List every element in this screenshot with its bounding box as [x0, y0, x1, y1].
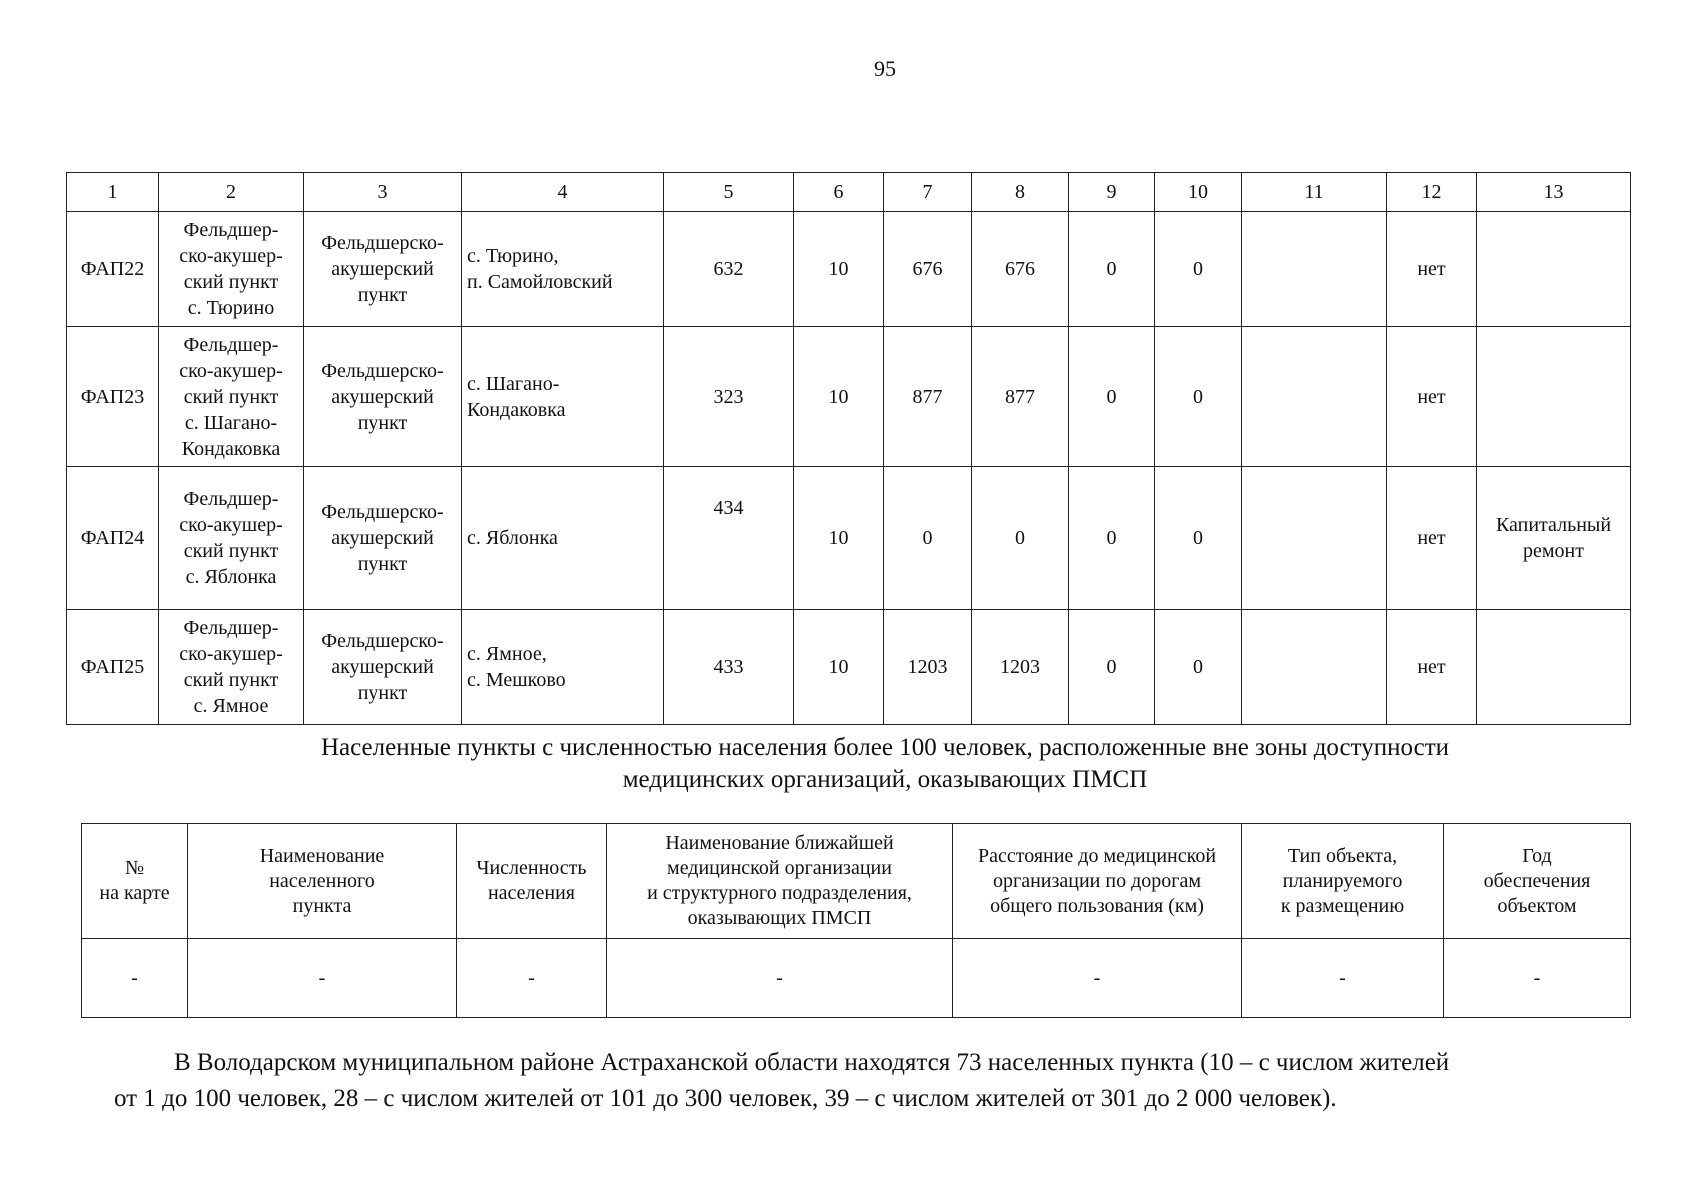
section-title	[0, 732, 1697, 796]
text-line: обеспечения	[1483, 869, 1591, 892]
column-header	[457, 824, 607, 939]
text-line: ско-акушер-	[179, 643, 283, 665]
text-line: с. Яблонка	[467, 527, 558, 549]
column-number: 13	[1477, 173, 1631, 212]
cell-col12: нет	[1387, 467, 1477, 610]
text-line: Численность	[476, 857, 587, 879]
column-number: 1	[67, 173, 159, 212]
text-line: Фельдшер-	[183, 617, 279, 639]
text-line: ский пункт	[183, 271, 279, 293]
text-line: организации по дорогам	[993, 869, 1201, 892]
facility-code: ФАП23	[67, 327, 159, 467]
facility-code: ФАП24	[67, 467, 159, 610]
text-line: ско-акушер-	[179, 514, 283, 536]
cell-col6: 10	[794, 327, 884, 467]
cell-col11	[1242, 610, 1387, 725]
cell-col9: 0	[1069, 327, 1155, 467]
text-line: пункт	[357, 411, 408, 434]
table-cell: -	[82, 939, 188, 1018]
cell-col7: 0	[884, 467, 972, 610]
table-cell: -	[188, 939, 457, 1018]
facilities-table	[66, 172, 1631, 725]
cell-col11	[1242, 467, 1387, 610]
cell-col7: 676	[884, 212, 972, 327]
cell-col8: 676	[972, 212, 1069, 327]
cell-col9: 0	[1069, 467, 1155, 610]
cell-col13	[1477, 467, 1631, 610]
table-header-row	[67, 173, 1631, 212]
facility-name	[159, 212, 304, 327]
text-line: пункт	[357, 284, 408, 306]
cell-col12: нет	[1387, 327, 1477, 467]
facility-name	[159, 327, 304, 467]
column-number: 6	[794, 173, 884, 212]
table-header-row	[82, 824, 1631, 939]
text-line: Кондаковка	[467, 398, 566, 421]
text-line: Фельдшерско-	[321, 359, 444, 382]
column-header	[607, 824, 953, 939]
paragraph-line: от 1 до 100 человек, 28 – с числом жителей от 101 до 300 человек, 39 – с числом жителей от 301 до 2 000 человек).	[114, 1085, 1337, 1112]
body-paragraph	[114, 1045, 1634, 1117]
cell-col13	[1477, 610, 1631, 725]
cell-col7: 877	[884, 327, 972, 467]
table-row	[67, 212, 1631, 327]
table-row	[67, 327, 1631, 467]
section-title-line: Населенные пункты с численностью населения более 100 человек, расположенные вне зоны доступности	[320, 734, 1450, 761]
table-row	[67, 610, 1631, 725]
text-line: Год	[1522, 844, 1552, 867]
cell-col12: нет	[1387, 212, 1477, 327]
settlements	[462, 327, 664, 467]
section-title-line: медицинских организаций, оказывающих ПМСП	[622, 766, 1148, 793]
column-number: 11	[1242, 173, 1387, 212]
column-header	[1444, 824, 1631, 939]
cell-col5: 433	[664, 610, 794, 725]
text-line: ско-акушер-	[179, 359, 283, 382]
text-line: ский пункт	[183, 385, 279, 408]
paragraph-line: В Володарском муниципальном районе Астраханской области находятся 73 населенных пункта (10 – с числом жителей	[174, 1049, 1450, 1076]
table-cell: -	[607, 939, 953, 1018]
column-header	[82, 824, 188, 939]
cell-col6: 10	[794, 212, 884, 327]
cell-col11	[1242, 212, 1387, 327]
text-line: Фельдшер-	[183, 219, 279, 241]
cell-col6: 10	[794, 467, 884, 610]
text-line: Капитальный	[1495, 514, 1612, 536]
text-line: №	[124, 857, 145, 879]
settlements	[462, 610, 664, 725]
column-number: 5	[664, 173, 794, 212]
text-line: общего пользования (км)	[990, 894, 1204, 917]
text-line: акушерский	[331, 527, 434, 549]
text-line: населенного	[269, 869, 375, 892]
facility-name	[159, 467, 304, 610]
text-line: с. Ямное,	[467, 643, 547, 665]
cell-col10: 0	[1155, 610, 1242, 725]
cell-col5: 323	[664, 327, 794, 467]
text-line: ский пункт	[183, 540, 279, 562]
text-line: Фельдшерско-	[321, 501, 444, 523]
page-number: 95	[874, 56, 896, 81]
text-line: ремонт	[1523, 540, 1584, 562]
column-number: 3	[304, 173, 462, 212]
column-number: 10	[1155, 173, 1242, 212]
text-line: с. Ямное	[193, 695, 269, 717]
column-number: 12	[1387, 173, 1477, 212]
column-header	[1242, 824, 1444, 939]
column-number: 9	[1069, 173, 1155, 212]
text-line: с. Тюрино	[187, 297, 275, 319]
cell-col8: 1203	[972, 610, 1069, 725]
facility-code: ФАП22	[67, 212, 159, 327]
cell-col13	[1477, 327, 1631, 467]
text-line: населения	[487, 882, 576, 904]
column-header	[188, 824, 457, 939]
text-line: с. Шагано-	[467, 372, 560, 395]
text-line: п. Самойловский	[467, 271, 613, 293]
cell-col6: 10	[794, 610, 884, 725]
text-line: с. Шагано-	[184, 411, 278, 434]
cell-col13	[1477, 212, 1631, 327]
column-header	[953, 824, 1242, 939]
column-number: 4	[462, 173, 664, 212]
cell-col10: 0	[1155, 467, 1242, 610]
text-line: ский пункт	[183, 669, 279, 691]
text-line: медицинской организации	[667, 857, 892, 879]
text-line: пункта	[292, 894, 352, 917]
cell-col10: 0	[1155, 212, 1242, 327]
text-line: с. Мешково	[467, 669, 566, 691]
table-cell: -	[457, 939, 607, 1018]
text-line: акушерский	[331, 656, 434, 678]
text-line: с. Яблонка	[185, 566, 277, 588]
text-line: Фельдшерско-	[321, 630, 444, 652]
settlements-outside-access-table	[81, 823, 1631, 1018]
text-line: Фельдшерско-	[321, 232, 444, 254]
text-line: Кондаковка	[181, 437, 281, 460]
cell-col9: 0	[1069, 610, 1155, 725]
table-cell: -	[1444, 939, 1631, 1018]
facility-type	[304, 610, 462, 725]
facility-type	[304, 467, 462, 610]
text-line: с. Тюрино,	[467, 245, 559, 267]
facility-code: ФАП25	[67, 610, 159, 725]
settlements	[462, 467, 664, 610]
cell-col10: 0	[1155, 327, 1242, 467]
column-number: 8	[972, 173, 1069, 212]
column-number: 2	[159, 173, 304, 212]
cell-col7: 1203	[884, 610, 972, 725]
cell-col8: 0	[972, 467, 1069, 610]
cell-col8: 877	[972, 327, 1069, 467]
facility-type	[304, 327, 462, 467]
text-line: планируемого	[1282, 869, 1403, 892]
table-row	[67, 467, 1631, 610]
cell-col12: нет	[1387, 610, 1477, 725]
text-line: ско-акушер-	[179, 245, 283, 267]
text-line: к размещению	[1280, 894, 1405, 917]
text-line: пункт	[357, 682, 408, 704]
cell-col5: 632	[664, 212, 794, 327]
text-line: Фельдшер-	[183, 488, 279, 510]
text-line: и структурного подразделения,	[647, 882, 912, 904]
facility-type	[304, 212, 462, 327]
text-line: Наименование ближайшей	[665, 832, 894, 854]
text-line: акушерский	[331, 385, 434, 408]
text-line: Тип объекта,	[1287, 844, 1398, 867]
facility-name	[159, 610, 304, 725]
cell-col11	[1242, 327, 1387, 467]
text-line: Наименование	[259, 844, 385, 867]
text-line: Расстояние до медицинской	[977, 844, 1217, 867]
text-line: Фельдшер-	[183, 333, 279, 356]
text-line: пункт	[357, 553, 408, 575]
table-cell: -	[953, 939, 1242, 1018]
text-line: оказывающих ПМСП	[687, 907, 872, 929]
settlements	[462, 212, 664, 327]
text-line: объектом	[1497, 894, 1577, 917]
table-row	[82, 939, 1631, 1018]
cell-col5: 434	[664, 467, 794, 610]
table-cell: -	[1242, 939, 1444, 1018]
cell-col9: 0	[1069, 212, 1155, 327]
text-line: акушерский	[331, 258, 434, 280]
column-number: 7	[884, 173, 972, 212]
text-line: на карте	[99, 882, 170, 904]
